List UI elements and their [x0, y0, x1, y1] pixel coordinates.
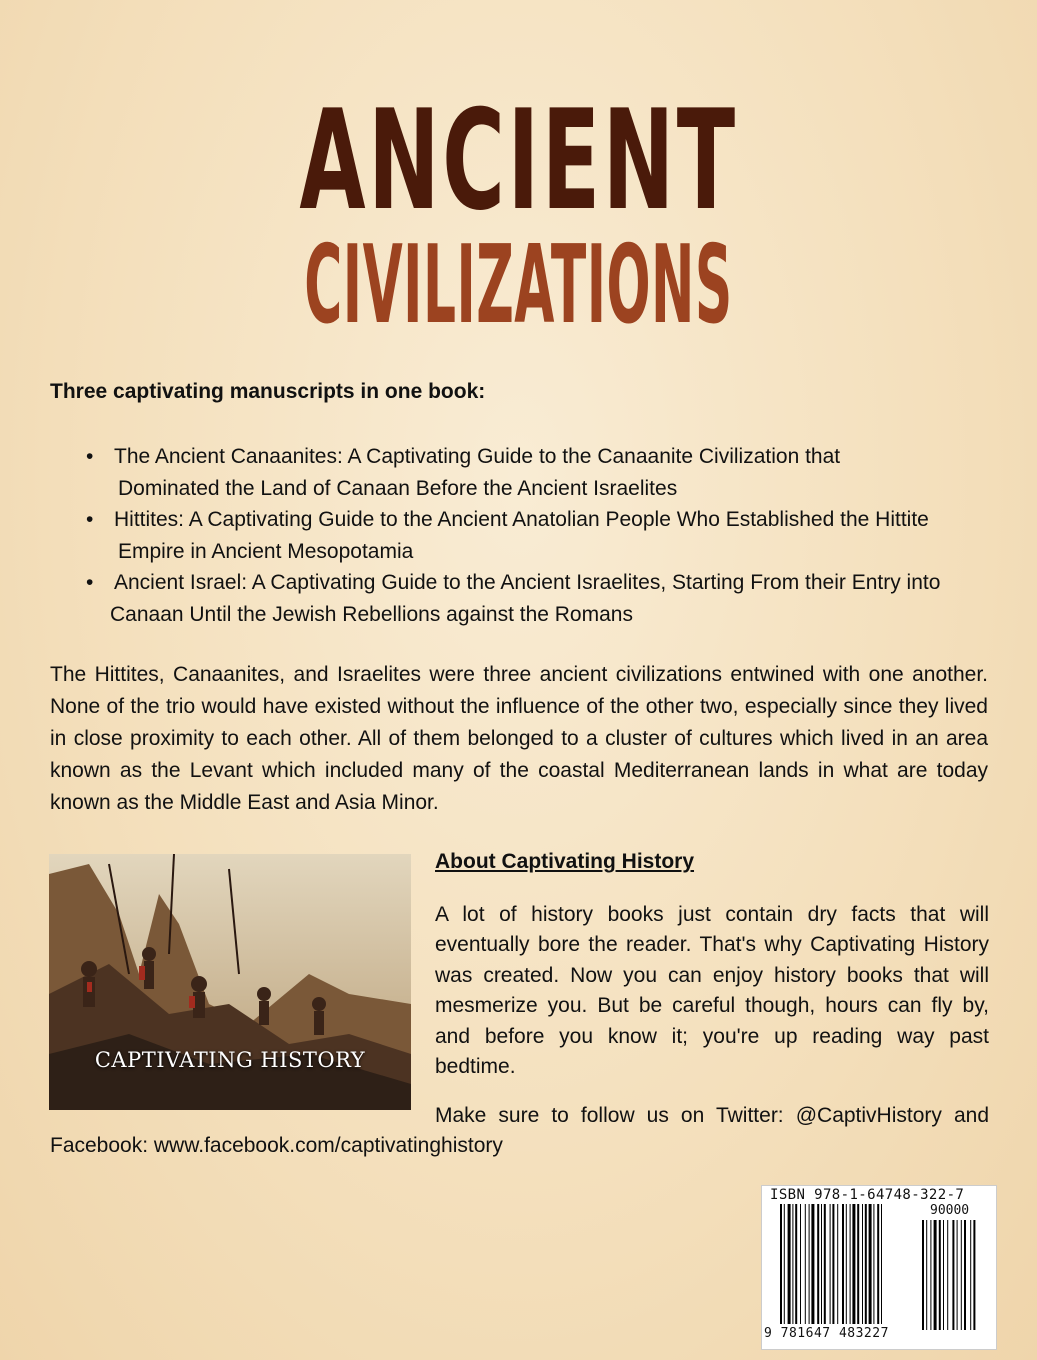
barcode-bar: [842, 1204, 844, 1324]
barcode-bar: [821, 1204, 822, 1324]
barcode-bar: [800, 1204, 801, 1324]
manuscript-line: Empire in Ancient Mesopotamia: [118, 539, 414, 563]
barcode-bar: [830, 1204, 831, 1324]
barcode-bar: [869, 1204, 872, 1324]
barcode-bar: [952, 1220, 954, 1330]
barcode-bar: [837, 1204, 838, 1324]
manuscript-line: Dominated the Land of Canaan Before the Ancient Israelites: [118, 476, 678, 500]
price-addon: 90000: [930, 1203, 970, 1218]
barcode-bar: [922, 1220, 924, 1330]
list-item: [86, 504, 1016, 567]
barcode-bar: [881, 1204, 882, 1324]
barcode-bar: [973, 1220, 975, 1330]
barcode-bar: [846, 1204, 847, 1324]
barcode-bar: [824, 1204, 826, 1324]
barcode-bar: [947, 1220, 948, 1330]
barcode-bar: [926, 1220, 927, 1330]
barcode-bars: [762, 1186, 996, 1349]
barcode-bar: [930, 1220, 931, 1330]
ean-digits: 9 781647 483227: [764, 1326, 889, 1341]
barcode-bar: [857, 1204, 859, 1324]
barcode-bar: [934, 1220, 937, 1330]
barcode-bar: [961, 1220, 962, 1330]
isbn-barcode: [761, 1185, 997, 1350]
follow-line: Make sure to follow us on Twitter: @CaptivHistory and: [435, 1104, 989, 1127]
barcode-bar: [850, 1204, 851, 1324]
barcode-bar: [788, 1204, 791, 1324]
list-item: [86, 441, 1016, 504]
barcode-bar: [811, 1204, 814, 1324]
title-ancient: ANCIENT: [299, 80, 738, 241]
barcode-bar: [784, 1204, 785, 1324]
barcode-bar: [939, 1220, 941, 1330]
manuscript-line: Hittites: A Captivating Guide to the Ancient Anatolian People Who Established the Hittite: [114, 508, 929, 531]
manuscript-line: Ancient Israel: A Captivating Guide to the Ancient Israelites, Starting From their Entry into: [114, 571, 941, 594]
barcode-bar: [805, 1204, 806, 1324]
bullet: •: [86, 508, 94, 531]
intro-heading: Three captivating manuscripts in one book:: [50, 380, 486, 403]
list-item: [86, 567, 1016, 630]
bullet: •: [86, 571, 94, 594]
barcode-bar: [795, 1204, 797, 1324]
barcode-bar: [862, 1204, 863, 1324]
description-paragraph: The Hittites, Canaanites, and Israelites were three ancient civilizations entwined with one another. None of the trio would have existed without the influence of the other two, especially since they lived in close proximity to each other. All of them belonged to a cluster of cultures which lived in an area known as the Levant which included many of the coastal Mediterranean lands in what are today known as the Middle East and Asia Minor.: [50, 663, 988, 814]
barcode-bar: [865, 1204, 867, 1324]
title-civilizations: CIVILIZATIONS: [304, 223, 733, 348]
barcode-bar: [964, 1220, 966, 1330]
barcode-bar: [780, 1204, 782, 1324]
barcode-bar: [877, 1204, 879, 1324]
barcode-bar: [809, 1204, 810, 1324]
barcode-bar: [873, 1204, 874, 1324]
barcode-bar: [970, 1220, 971, 1330]
barcode-bar: [852, 1204, 855, 1324]
manuscript-list: [86, 441, 1016, 630]
photo-caption: CAPTIVATING HISTORY: [94, 1048, 366, 1072]
barcode-bar: [817, 1204, 819, 1324]
isbn-number: ISBN 978-1-64748-322-7: [770, 1187, 965, 1203]
manuscript-line: The Ancient Canaanites: A Captivating Guide to the Canaanite Civilization that: [114, 445, 841, 468]
barcode-bar: [943, 1220, 944, 1330]
about-paragraph: A lot of history books just contain dry facts that will eventually bore the reader. That's why Captivating History was created. Now you can enjoy history books that will mesmerize you. But be careful though, hours can fly by, and before you know it; you're up reading way past bedtime.: [435, 903, 989, 1079]
facebook-line: Facebook: www.facebook.com/captivatinghistory: [50, 1134, 503, 1157]
about-heading: About Captivating History: [435, 850, 695, 873]
barcode-bar: [957, 1220, 958, 1330]
battle-painting-image: [49, 854, 411, 1110]
barcode-bar: [792, 1204, 793, 1324]
bullet: •: [86, 445, 94, 468]
barcode-bar: [832, 1204, 834, 1324]
manuscript-line: Canaan Until the Jewish Rebellions against the Romans: [110, 602, 633, 626]
